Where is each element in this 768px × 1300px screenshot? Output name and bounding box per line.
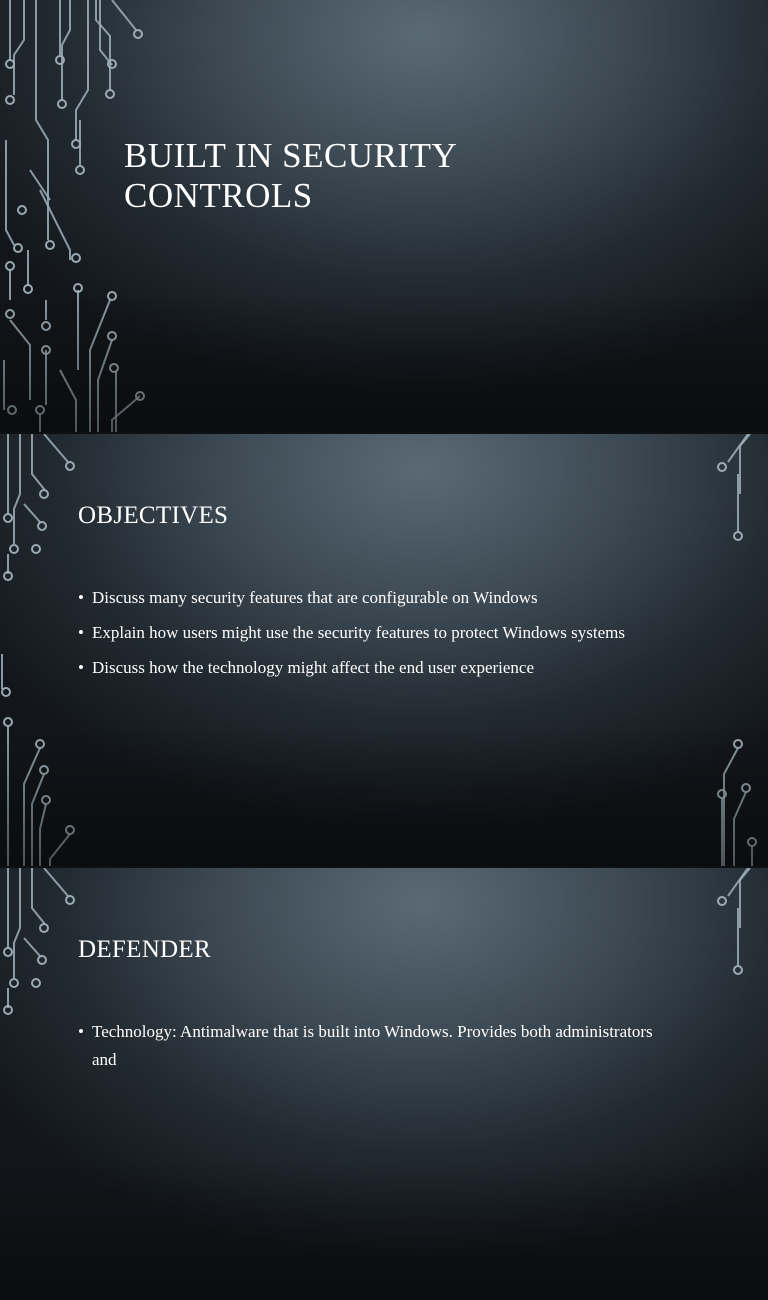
- list-item: • Explain how users might use the security features to protect Windows systems: [78, 619, 678, 647]
- slide-heading: DEFENDER: [78, 936, 211, 963]
- circuit-board-left-icon: [0, 434, 90, 866]
- list-item: • Discuss how the technology might affect the end user experience: [78, 654, 678, 682]
- circuit-board-right-icon: [700, 868, 768, 1028]
- bullet-list: [78, 584, 678, 689]
- slide-title: [0, 0, 768, 432]
- slide-defender: [0, 868, 768, 1300]
- slide-heading: OBJECTIVES: [78, 502, 229, 529]
- circuit-board-left-icon: [0, 868, 90, 1028]
- list-item: • Technology: Antimalware that is built into Windows. Provides both administrators and: [78, 1018, 678, 1074]
- slide-title-text: BUILT IN SECURITY CONTROLS: [124, 136, 458, 215]
- circuit-board-right-icon: [700, 434, 768, 866]
- list-item: • Discuss many security features that are configurable on Windows: [78, 584, 678, 612]
- slide-objectives: [0, 434, 768, 866]
- circuit-board-left-icon: [0, 0, 160, 432]
- bullet-list: [78, 1018, 678, 1081]
